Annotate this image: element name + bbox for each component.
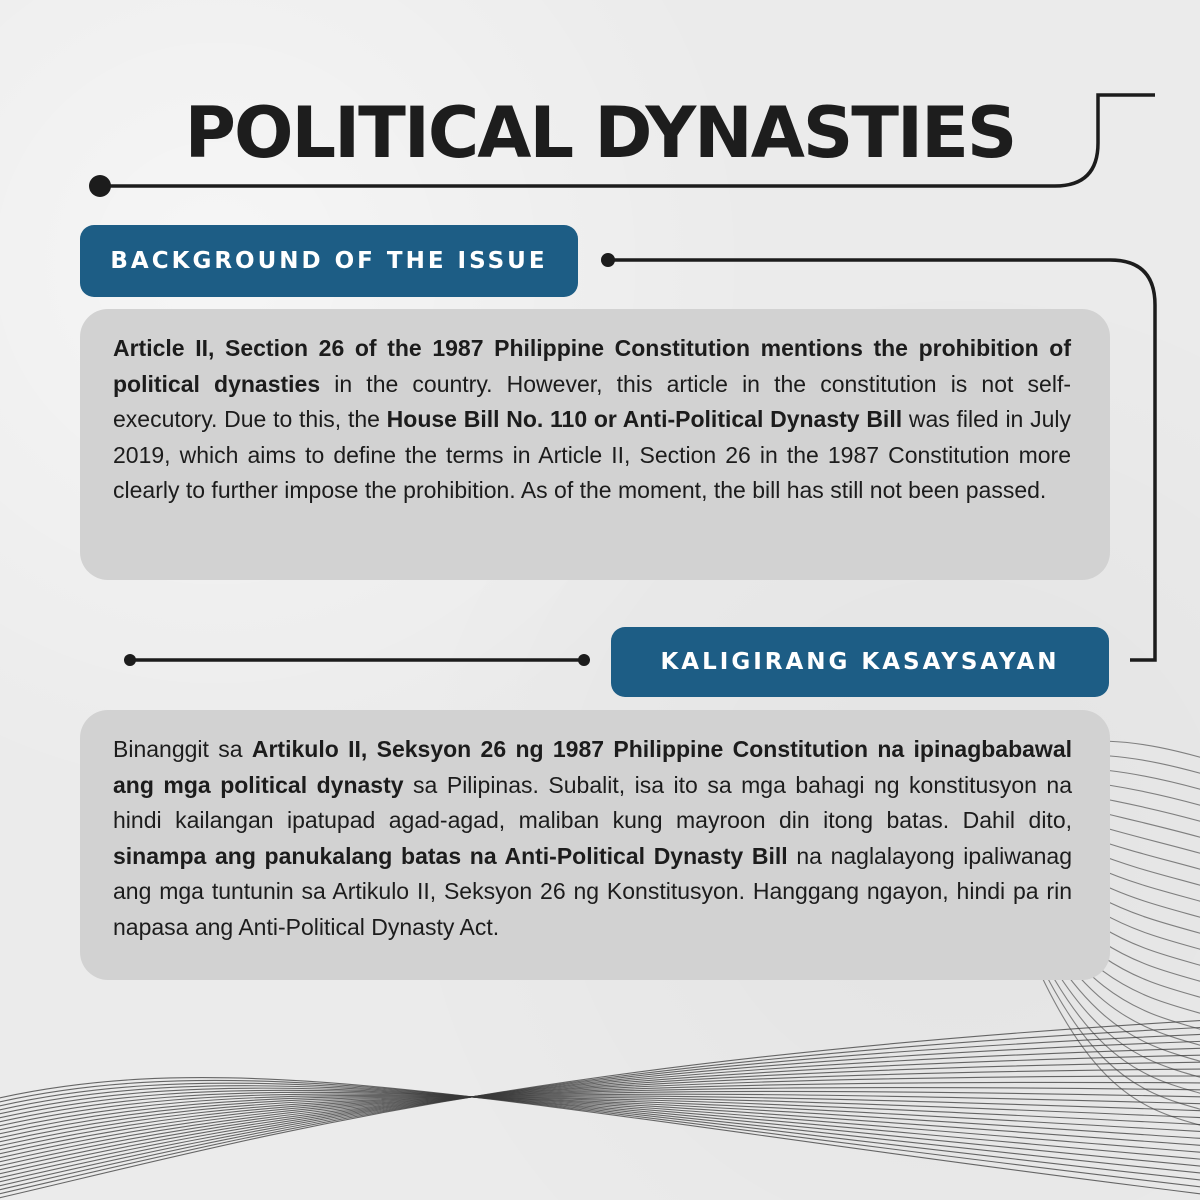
kaligirang-run-2: Artikulo II, Seksyon 26 ng 1987 Philippine Constitution na ipinagbabawal ang mga political dynasty: [113, 736, 1072, 798]
page-title: POLITICAL DYNASTIES: [184, 92, 1016, 174]
section-label-background-text: BACKGROUND OF THE ISSUE: [110, 248, 548, 274]
kaligirang-run-1: Binanggit sa: [113, 736, 252, 762]
kaligirang-run-4: sinampa ang panukalang batas na Anti-Political Dynasty Bill: [113, 842, 788, 869]
title-connector-dot: [89, 175, 111, 197]
section-label-kaligirang-text: KALIGIRANG KASAYSAYAN: [660, 649, 1060, 675]
right-connector-dot: [578, 654, 590, 666]
section-label-kaligirang: [611, 627, 1109, 697]
section-connector-dot: [601, 253, 615, 267]
left-connector-dot: [124, 654, 136, 666]
section-label-background: [80, 225, 578, 297]
kaligirang-run-3: sa Pilipinas. Subalit, isa ito sa mga bahagi ng konstitusyon na hindi kailangan ipatupad agad-agad, maliban kung mayroon din itong batas. Dahil dito,: [113, 771, 1072, 833]
background-run-4: was filed in July 2019, which aims to define the terms in Article II, Section 26 in the 1987 Constitution more clearly to further impose the prohibition. As of the moment, the bill has still not been passed.: [113, 406, 1071, 503]
background-run-1: Article II, Section 26 of the 1987 Philippine Constitution mentions the prohibition of political dynasties: [113, 335, 1071, 397]
background-run-2: in the country. However, this article in the constitution is not self-executory. Due to this, the: [113, 370, 1071, 432]
kaligirang-text-panel: [80, 710, 1110, 980]
background-run-3: House Bill No. 110 or Anti-Political Dynasty Bill: [386, 406, 903, 432]
kaligirang-run-5: na naglalayong ipaliwanag ang mga tuntunin sa Artikulo II, Seksyon 26 ng Konstitusyon. Hanggang ngayon, hindi pa rin napasa ang Anti-Political Dynasty Act.: [113, 842, 1072, 940]
background-text-panel: [80, 309, 1110, 580]
